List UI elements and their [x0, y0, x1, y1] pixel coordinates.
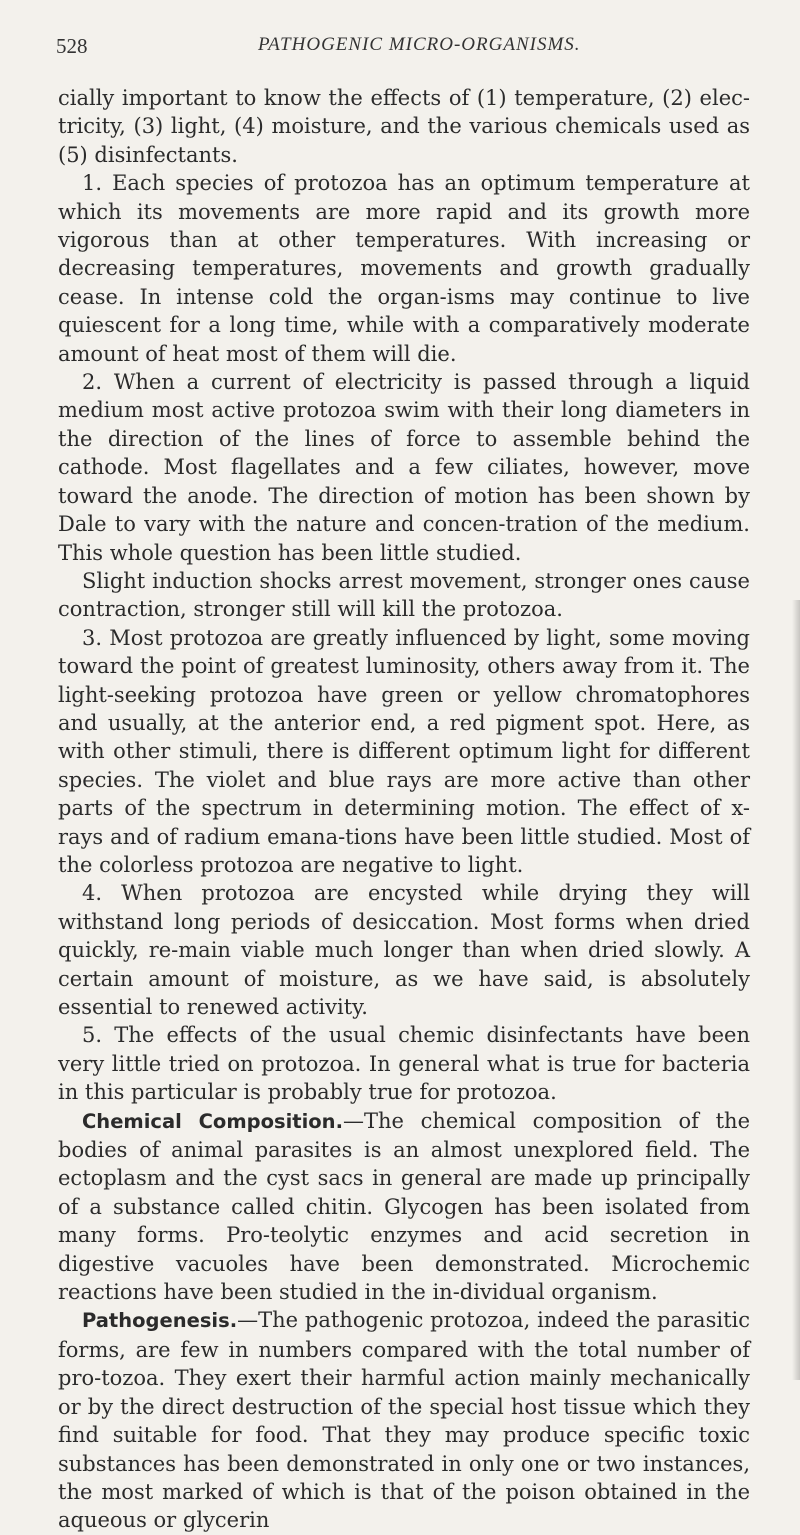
paragraph-electricity	[58, 368, 750, 567]
page-edge-shadow	[792, 600, 800, 1380]
paragraph-intro	[58, 84, 750, 169]
paragraph-disinfectants	[58, 1021, 750, 1106]
paragraph-text: —The pathogenic protozoa, indeed the parasitic forms, are few in numbers compared with the total number of pro-tozoa. They exert their harmful action mainly mechanically or by the direct destruction of the special host tissue which they find suitable for food. That they may produce specific toxic substances has been demonstrated in only one or two instances, the most marked of which is that of the poison obtained in the aqueous or glycerin	[58, 1308, 750, 1533]
paragraph-text: 5. The effects of the usual chemic disinfectants have been very little tried on protozoa. In general what is true for bacteria in this particular is probably true for protozoa.	[58, 1023, 750, 1105]
paragraph-moisture	[58, 879, 750, 1021]
paragraph-text: —The chemical composition of the bodies of animal parasites is an almost unexplored field. The ectoplasm and the cyst sacs in general are made up principally of a substance called chitin. Glycogen has been isolated from many forms. Pro-teolytic enzymes and acid secretion in digestive vacuoles have been demonstrated. Microchemic reactions have been studied in the in-dividual organism.	[58, 1108, 751, 1305]
paragraph-text: 4. When protozoa are encysted while drying they will withstand long periods of desiccation. Most forms when dried quickly, re-main viable much longer than when dried slowly. A certain amount of moisture, as we have said, is absolutely essential to renewed activity.	[58, 881, 750, 1019]
paragraph-chemical-composition	[58, 1107, 750, 1307]
page-number: 528	[56, 34, 88, 58]
section-heading: Chemical Composition.	[82, 1109, 343, 1133]
paragraph-induction-shocks	[58, 567, 750, 624]
paragraph-temperature	[58, 169, 750, 368]
section-heading: Pathogenesis.	[82, 1309, 238, 1333]
paragraph-pathogenesis	[58, 1306, 750, 1534]
paragraph-light	[58, 624, 750, 880]
body-text	[58, 84, 750, 1535]
paragraph-text: Slight induction shocks arrest movement, stronger ones cause contraction, stronger still will kill the protozoa.	[58, 568, 750, 622]
paragraph-text: 3. Most protozoa are greatly influenced by light, some moving toward the point of greatest luminosity, others away from it. The light-seeking protozoa have green or yellow chromatophores and usually, at the anterior end, a red pigment spot. Here, as with other stimuli, there is different optimum light for different species. The violet and blue rays are more active than other parts of the spectrum in determining motion. The effect of x-rays and of radium emana-tions have been little studied. Most of the colorless protozoa are negative to light.	[58, 625, 750, 877]
paragraph-text: 1. Each species of protozoa has an optimum temperature at which its movements are more rapid and its growth more vigorous than at other temperatures. With increasing or decreasing temperatures, movements and growth gradually cease. In intense cold the organ-isms may continue to live quiescent for a long time, while with a comparatively moderate amount of heat most of them will die.	[58, 171, 750, 366]
running-head: PATHOGENIC MICRO-ORGANISMS.	[258, 34, 581, 55]
paragraph-text: cially important to know the effects of (1) temperature, (2) elec-tricity, (3) light, (4) moisture, and the various chemicals used as (5) disinfectants.	[58, 86, 750, 167]
paragraph-text: 2. When a current of electricity is passed through a liquid medium most active protozoa swim with their long diameters in the direction of the lines of force to assemble behind the cathode. Most flagellates and a few ciliates, however, move toward the anode. The direction of motion has been shown by Dale to vary with the nature and concen-tration of the medium. This whole question has been little studied.	[58, 370, 750, 565]
page-header	[58, 34, 752, 64]
